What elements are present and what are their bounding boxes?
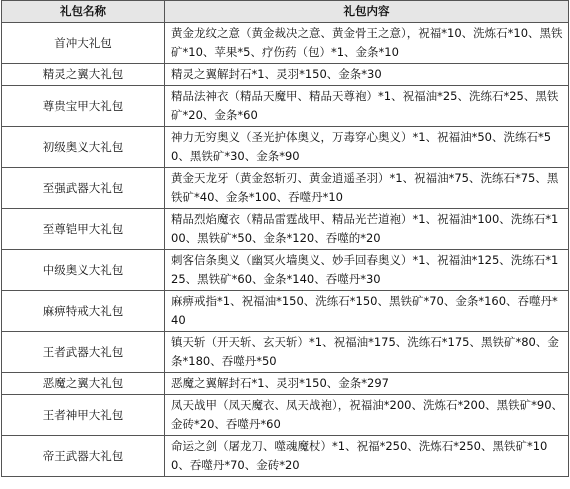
table-row (2, 168, 569, 209)
header-pack-name: 礼包名称 (2, 1, 165, 23)
pack-content: 黄金天龙牙（黄金怒斩刃、黄金逍遥圣羽）*1、祝福油*75、洗练石*75、黑铁矿*40、金条*100、吞噬丹*10 (165, 168, 569, 209)
table-row (2, 373, 569, 395)
table-row (2, 250, 569, 291)
pack-name: 中级奥义大礼包 (2, 250, 165, 291)
pack-content: 命运之剑（屠龙刀、噬魂魔杖）*1、祝福*250、洗炼石*250、黑铁矿*100、吞噬丹*70、金砖*20 (165, 436, 569, 477)
pack-content: 刺客信条奥义（幽冥火墙奥义、妙手回春奥义）*1、祝福油*125、洗练石*125、黑铁矿*60、金条*140、吞噬丹*30 (165, 250, 569, 291)
pack-name: 精灵之翼大礼包 (2, 64, 165, 86)
pack-name: 至尊铠甲大礼包 (2, 209, 165, 250)
pack-content: 黄金龙纹之意（黄金裁决之意、黄金骨王之意），祝福*10、洗炼石*10、黑铁矿*10、苹果*5、疗伤药（包）*1、金条*10 (165, 23, 569, 64)
table-row (2, 23, 569, 64)
pack-name: 尊贵宝甲大礼包 (2, 86, 165, 127)
table-row (2, 64, 569, 86)
pack-name: 至强武器大礼包 (2, 168, 165, 209)
pack-content: 麻痹戒指*1、祝福油*150、洗练石*150、黑铁矿*70、金条*160、吞噬丹*40 (165, 291, 569, 332)
pack-name: 帝王武器大礼包 (2, 436, 165, 477)
header-pack-content: 礼包内容 (165, 1, 569, 23)
pack-name: 麻痹特戒大礼包 (2, 291, 165, 332)
pack-content: 精品烈焰魔衣（精品雷霆战甲、精品光芒道袍）*1、祝福油*100、洗练石*100、黑铁矿*50、金条*120、吞噬的*20 (165, 209, 569, 250)
pack-content: 镇天斩（开天斩、玄天斩）*1、祝福油*175、洗练石*175、黑铁矿*80、金条*180、吞噬丹*50 (165, 332, 569, 373)
header-row (2, 1, 569, 23)
pack-name: 王者武器大礼包 (2, 332, 165, 373)
table-row (2, 436, 569, 477)
pack-name: 王者神甲大礼包 (2, 395, 165, 436)
gift-pack-table (1, 0, 569, 477)
table-row (2, 395, 569, 436)
table-row (2, 86, 569, 127)
pack-name: 首冲大礼包 (2, 23, 165, 64)
pack-name: 恶魔之翼大礼包 (2, 373, 165, 395)
pack-content: 凤天战甲（凤天魔衣、凤天战袍），祝福油*200、洗炼石*200、黑铁矿*90、金砖*20、吞噬丹*60 (165, 395, 569, 436)
pack-content: 精品法神衣（精品天魔甲、精品天尊袍）*1、祝福油*25、洗练石*25、黑铁矿*20、金条*60 (165, 86, 569, 127)
table-row (2, 332, 569, 373)
table-row (2, 291, 569, 332)
pack-content: 恶魔之翼解封石*1、灵羽*150、金条*297 (165, 373, 569, 395)
pack-content: 神力无穷奥义（圣光护体奥义，万毒穿心奥义）*1、祝福油*50、洗练石*50、黑铁矿*30、金条*90 (165, 127, 569, 168)
table-row (2, 127, 569, 168)
pack-name: 初级奥义大礼包 (2, 127, 165, 168)
table-row (2, 209, 569, 250)
pack-content: 精灵之翼解封石*1、灵羽*150、金条*30 (165, 64, 569, 86)
